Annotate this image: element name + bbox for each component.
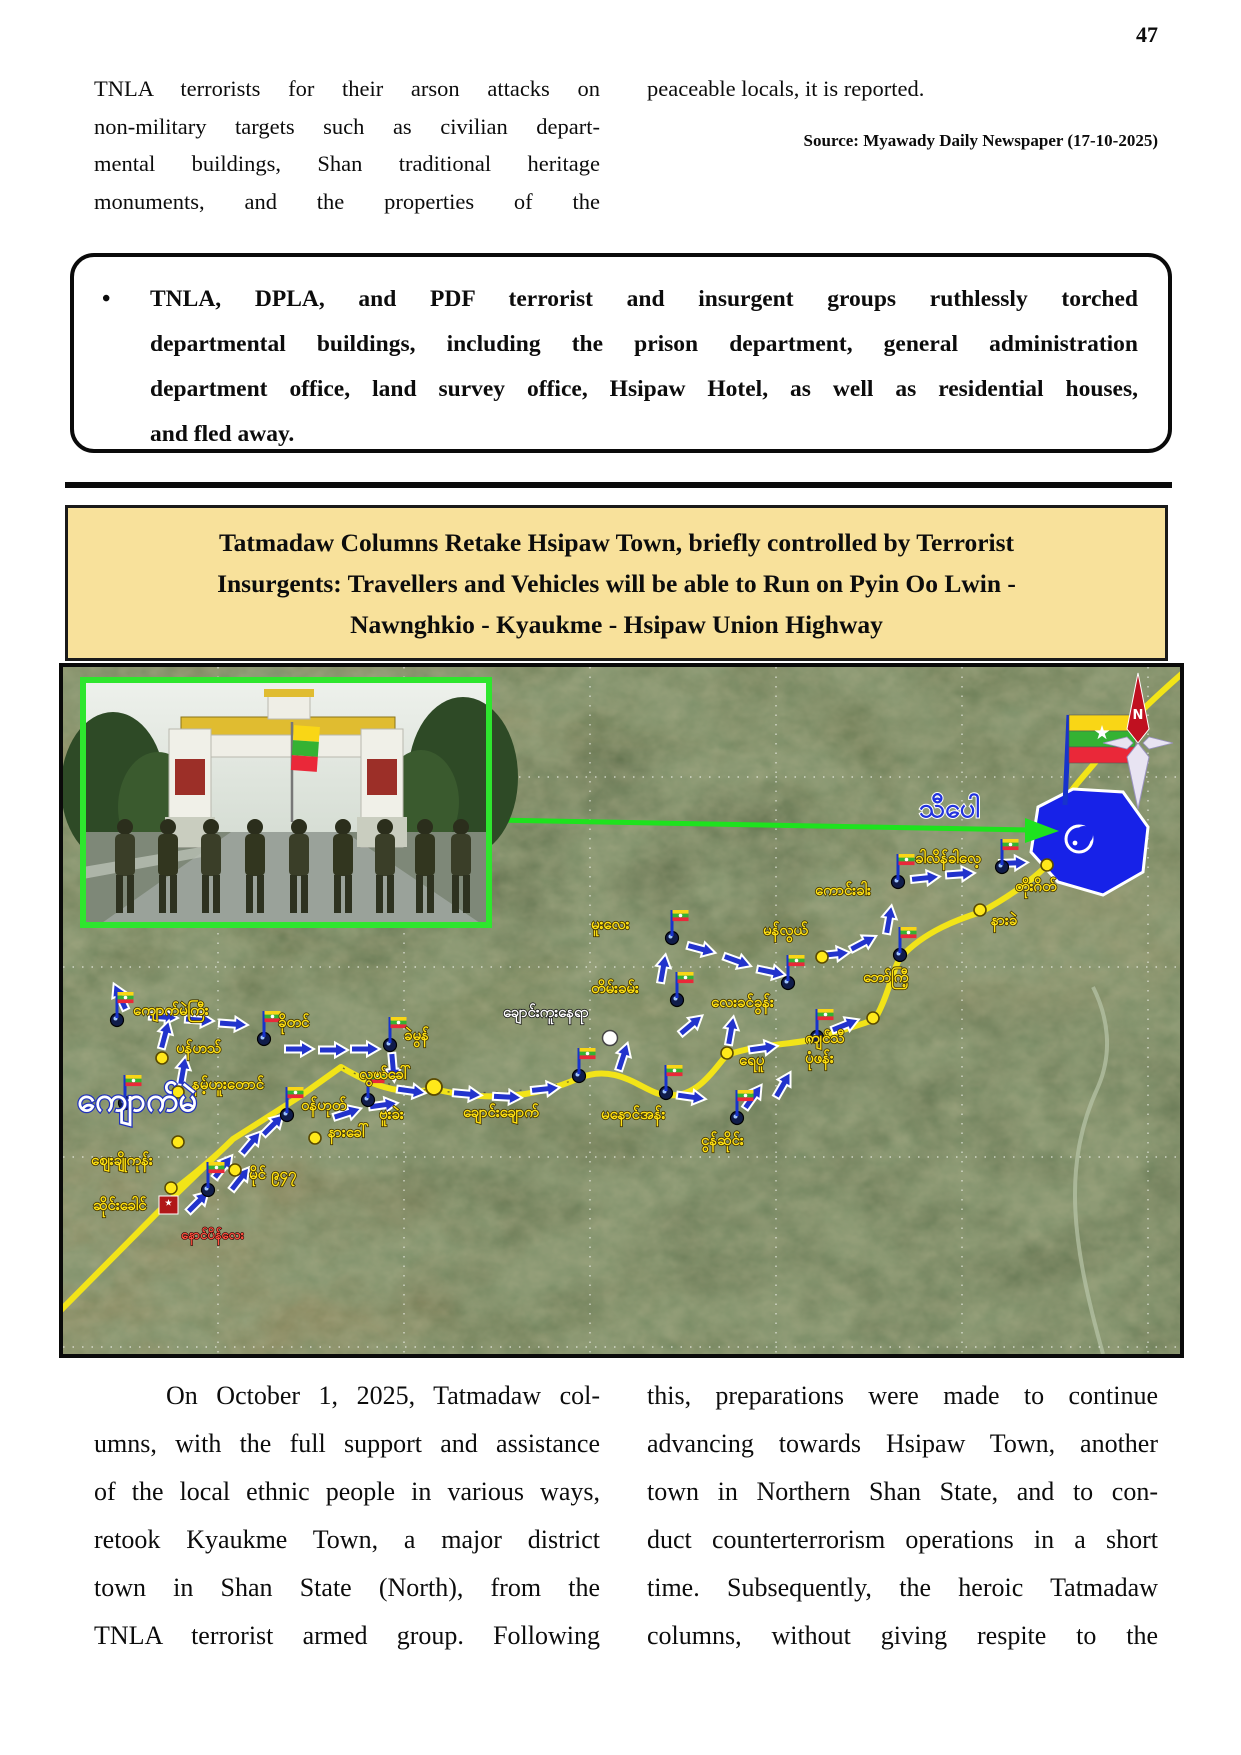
headline-box bbox=[65, 505, 1168, 661]
text-line: and fled away. bbox=[150, 421, 295, 447]
town-label: လွယ်ခေါ် bbox=[359, 1065, 411, 1083]
town-marker-dot bbox=[816, 951, 828, 963]
bullet-marker: • bbox=[102, 286, 111, 312]
town-label: ရေပူ bbox=[739, 1051, 765, 1069]
town-marker-dot bbox=[172, 1136, 184, 1148]
town-marker-dot bbox=[721, 1047, 733, 1059]
text-line: Nawnghkio - Kyaukme - Hsipaw Union Highway bbox=[350, 610, 883, 639]
text-line: TNLA, DPLA, and PDF terrorist and insurgent groups ruthlessly torched bbox=[150, 286, 1138, 312]
operations-map bbox=[59, 663, 1184, 1358]
bottom-left-column bbox=[94, 1372, 600, 1660]
text-line: mental buildings, Shan traditional heritage bbox=[94, 151, 600, 176]
town-label: ချောင်းကူးနေရာ bbox=[503, 1003, 589, 1021]
town-label: ကောင်းခါး bbox=[815, 881, 871, 899]
text-line: columns, without giving respite to the bbox=[647, 1621, 1158, 1650]
town-marker-dot bbox=[1041, 859, 1053, 871]
town-label: တိမ်းခမ်း bbox=[591, 979, 639, 997]
town-label: ဆိုင်းခေါင် bbox=[93, 1196, 147, 1214]
town-label: ခိုတင် bbox=[278, 1013, 310, 1031]
text-line: peaceable locals, it is reported. bbox=[647, 76, 925, 101]
text-line: of the local ethnic people in various ways, bbox=[94, 1477, 600, 1506]
town-label: နားခဲ bbox=[991, 911, 1018, 929]
town-label: နားခေါ် bbox=[328, 1123, 369, 1141]
text-line: TNLA terrorists for their arson attacks on bbox=[94, 76, 600, 101]
town-label: လေးခင်ခွန်း bbox=[711, 993, 774, 1011]
text-line: time. Subsequently, the heroic Tatmadaw bbox=[647, 1573, 1158, 1602]
town-label: ကျောက်မဲကြီး bbox=[133, 1001, 209, 1019]
inset-photo bbox=[63, 680, 518, 925]
text-line: departmental buildings, including the prison department, general administration bbox=[150, 331, 1138, 357]
town-label: ပန်ဟသ် bbox=[176, 1039, 222, 1057]
town-label: ခဲမွန် bbox=[404, 1026, 429, 1044]
gate-flag bbox=[291, 725, 320, 772]
town-marker-dot bbox=[974, 904, 986, 916]
hsipaw-city-label: သီပေါ bbox=[919, 793, 980, 824]
map-svg bbox=[63, 667, 1180, 1354]
text-line: On October 1, 2025, Tatmadaw col- bbox=[166, 1381, 600, 1410]
page-number: 47 bbox=[1136, 22, 1158, 47]
kyaukme-city-label: ကျောက်မဲ bbox=[77, 1080, 198, 1119]
text-line: department office, land survey office, Hsipaw Hotel, as well as residential houses, bbox=[150, 376, 1138, 402]
callout-box bbox=[70, 253, 1172, 453]
town-label: နမ့်ဟူးတောင် bbox=[192, 1075, 265, 1093]
text-line: retook Kyaukme Town, a major district bbox=[94, 1525, 600, 1554]
text-line: umns, with the full support and assistance bbox=[94, 1429, 600, 1458]
text-line: Insurgents: Travellers and Vehicles will be able to Run on Pyin Oo Lwin - bbox=[217, 569, 1016, 598]
town-marker-dot bbox=[309, 1132, 321, 1144]
source-line: Source: Myawady Daily Newspaper (17-10-2025) bbox=[803, 131, 1158, 150]
town-marker-dot bbox=[867, 1012, 879, 1024]
town-label: မနောင်အန်း bbox=[601, 1105, 666, 1123]
text-line: town in Shan State (North), from the bbox=[94, 1573, 600, 1602]
town-label: ငွန်ဆိုင်း bbox=[701, 1131, 744, 1149]
town-label: မိုင် ၉၄၇ bbox=[249, 1165, 297, 1183]
text-line: town in Northern Shan State, and to con- bbox=[647, 1477, 1158, 1506]
town-label: ဈေးချိုကုန်း bbox=[91, 1151, 153, 1169]
town-marker-whitedot bbox=[603, 1031, 618, 1046]
text-line: monuments, and the properties of the bbox=[94, 188, 600, 214]
town-label: မူးလေး bbox=[591, 915, 630, 933]
town-label: ကျင်သီ bbox=[805, 1029, 845, 1047]
note-label: နောင်ပိန်လေး bbox=[181, 1228, 245, 1243]
town-label: မန်လွယ် bbox=[763, 921, 808, 939]
road-name-label: ချောင်းချောက် bbox=[463, 1103, 539, 1121]
town-label: ပုံဖန်း bbox=[805, 1049, 834, 1067]
town-label: တိုးဂိတ် bbox=[1015, 877, 1057, 895]
text-line: non-military targets such as civilian depart- bbox=[94, 113, 600, 139]
text-line: advancing towards Hsipaw Town, another bbox=[647, 1429, 1158, 1458]
top-left-column bbox=[94, 70, 600, 220]
town-marker-dot bbox=[229, 1164, 241, 1176]
bottom-right-column bbox=[647, 1372, 1158, 1660]
town-label: ဘော်ကြီ့ bbox=[863, 968, 909, 986]
compass-n-label: N bbox=[1132, 708, 1144, 723]
town-label: ခါလိန်ခါလေ့ bbox=[915, 849, 982, 867]
text-line: duct counterterrorism operations in a short bbox=[647, 1525, 1158, 1554]
text-line: TNLA terrorist armed group. Following bbox=[94, 1621, 600, 1650]
town-marker-bigdot bbox=[426, 1079, 442, 1095]
text-line: Tatmadaw Columns Retake Hsipaw Town, briefly controlled by Terrorist bbox=[218, 528, 1015, 557]
town-marker-dot bbox=[156, 1052, 168, 1064]
section-divider bbox=[65, 482, 1172, 488]
top-right-column bbox=[647, 70, 1158, 108]
callout-text bbox=[150, 277, 1138, 457]
text-line: this, preparations were made to continue bbox=[647, 1381, 1158, 1410]
town-label: ဗူးခဲး bbox=[379, 1105, 404, 1123]
town-label: ဝန်ဟုတ် bbox=[301, 1096, 347, 1114]
